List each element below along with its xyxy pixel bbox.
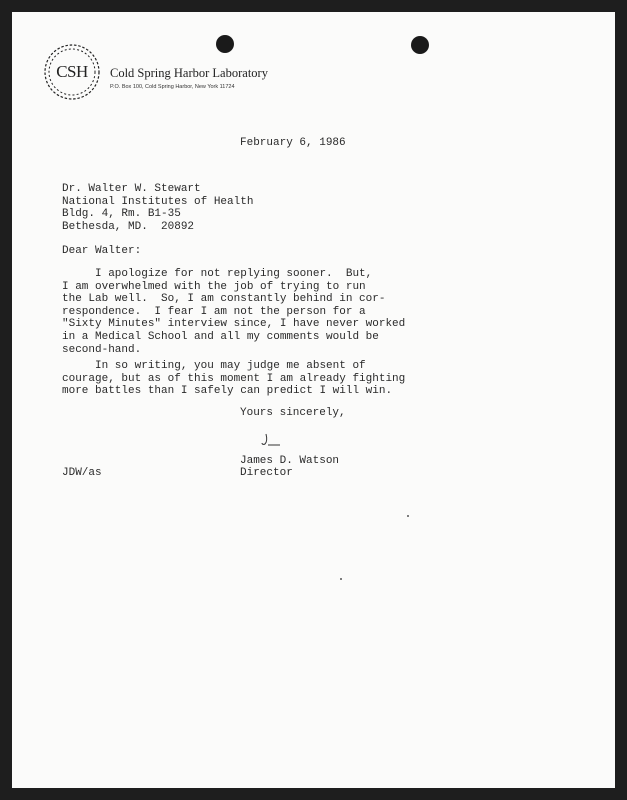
body-line: In so writing, you may judge me absent of — [62, 360, 366, 372]
body-line: in a Medical School and all my comments would be — [62, 330, 379, 343]
recipient-block — [62, 183, 253, 233]
body-line: the Lab well. So, I am constantly behind in cor- — [62, 293, 386, 306]
body-line: more battles than I safely can predict I will win. — [62, 385, 393, 398]
body-line: "Sixty Minutes" interview since, I have never worked — [62, 318, 406, 331]
closing: Yours sincerely, — [240, 407, 346, 419]
csh-logo — [42, 42, 102, 102]
recipient-line: Bethesda, MD. 20892 — [62, 220, 195, 233]
letter-date: February 6, 1986 — [240, 137, 346, 149]
salutation: Dear Walter: — [62, 245, 142, 257]
organization-name: Cold Spring Harbor Laboratory — [110, 66, 268, 80]
organization-address: P.O. Box 100, Cold Spring Harbor, New York 11724 — [110, 84, 235, 90]
paper-speck — [407, 515, 409, 517]
recipient-line: National Institutes of Health — [62, 195, 254, 208]
signature-mark — [258, 432, 284, 448]
signer-name: James D. Watson — [240, 455, 340, 467]
body-line: respondence. I fear I am not the person for a — [62, 305, 366, 318]
punch-hole-left — [216, 35, 234, 53]
recipient-line: Dr. Walter W. Stewart — [62, 183, 201, 195]
body-line: second-hand. — [62, 343, 142, 356]
logo-text: CSH — [56, 62, 88, 81]
body-line: I apologize for not replying sooner. But, — [62, 268, 373, 280]
paragraph-1 — [62, 268, 405, 356]
body-line: courage, but as of this moment I am already fighting — [62, 372, 406, 385]
typist-initials: JDW/as — [62, 467, 102, 479]
paper-speck — [340, 578, 342, 580]
recipient-line: Bldg. 4, Rm. B1-35 — [62, 208, 181, 221]
signer-title: Director — [240, 467, 293, 479]
paragraph-2 — [62, 360, 405, 398]
body-line: I am overwhelmed with the job of trying to run — [62, 280, 366, 293]
punch-hole-right — [411, 36, 429, 54]
letter-page — [12, 12, 615, 788]
